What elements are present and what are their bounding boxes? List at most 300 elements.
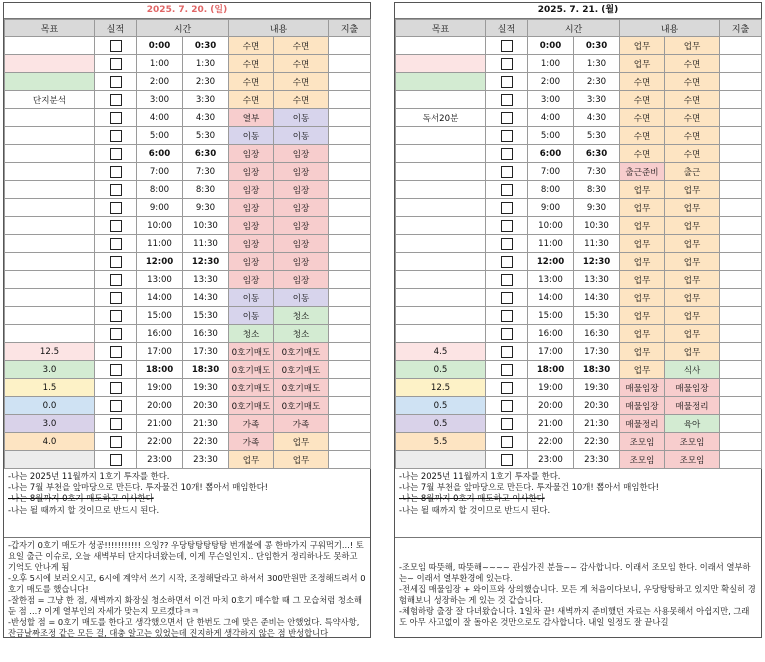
done-header: 실적 [95,20,137,37]
schedule-row [5,73,371,91]
activity-cell[interactable]: 업무 [620,307,665,325]
spend-cell[interactable] [329,271,371,289]
end-time: 5:30 [574,127,620,145]
goal-cell: 0.5 [396,397,486,415]
start-time: 7:00 [528,163,574,181]
activity-cell[interactable]: 업무 [665,271,720,289]
checkbox[interactable] [501,112,513,124]
activity-cell[interactable]: 이동 [229,289,274,307]
checkbox[interactable] [501,346,513,358]
goal-cell [5,253,95,271]
activity-cell[interactable]: 이동 [229,307,274,325]
start-time: 5:00 [137,127,183,145]
end-time: 8:30 [183,181,229,199]
start-time: 8:00 [137,181,183,199]
checkbox[interactable] [501,166,513,178]
activity-cell[interactable]: 조모임 [620,433,665,451]
activity-cell[interactable]: 0호기매도 [229,361,274,379]
spend-cell[interactable] [329,235,371,253]
spend-cell[interactable] [329,127,371,145]
checkbox[interactable] [110,292,122,304]
spend-cell[interactable] [329,199,371,217]
spend-cell[interactable] [720,73,762,91]
spend-cell[interactable] [329,289,371,307]
spend-cell[interactable] [329,253,371,271]
checkbox[interactable] [501,58,513,70]
checkbox[interactable] [110,94,122,106]
activity-cell[interactable]: 이동 [274,289,329,307]
done-cell [486,451,528,469]
done-cell [95,217,137,235]
activity-cell[interactable]: 수면 [229,55,274,73]
end-time: 17:30 [183,343,229,361]
done-cell [486,307,528,325]
end-time: 0:30 [183,37,229,55]
spend-cell[interactable] [720,271,762,289]
checkbox[interactable] [110,274,122,286]
activity-cell[interactable]: 수면 [274,91,329,109]
schedule-row [5,145,371,163]
spend-cell[interactable] [720,109,762,127]
schedule-row [396,55,762,73]
goal-cell [5,271,95,289]
schedule-row [5,199,371,217]
activity-cell[interactable]: 수면 [620,145,665,163]
end-time: 9:30 [183,199,229,217]
checkbox[interactable] [110,40,122,52]
schedule-row [5,55,371,73]
activity-cell[interactable]: 업무 [665,37,720,55]
end-time: 13:30 [183,271,229,289]
activity-cell[interactable]: 조모임 [665,433,720,451]
goal-cell [396,163,486,181]
activity-cell[interactable]: 수면 [665,145,720,163]
spend-cell[interactable] [329,343,371,361]
checkbox[interactable] [110,58,122,70]
spend-cell[interactable] [720,163,762,181]
checkbox[interactable] [501,148,513,160]
end-time: 18:30 [574,361,620,379]
activity-cell[interactable]: 임장 [229,253,274,271]
start-time: 11:00 [528,235,574,253]
goal-header: 목표 [5,20,95,37]
goal-cell: 1.5 [5,379,95,397]
end-time: 15:30 [574,307,620,325]
checkbox[interactable] [110,328,122,340]
checkbox[interactable] [110,220,122,232]
spend-cell[interactable] [720,235,762,253]
checkbox[interactable] [501,202,513,214]
checkbox[interactable] [110,454,122,466]
activity-cell[interactable]: 수면 [274,73,329,91]
goal-cell: 단지분석 [5,91,95,109]
goal-cell: 0.5 [396,361,486,379]
activity-cell[interactable]: 0호기매도 [229,397,274,415]
activity-cell[interactable]: 업무 [665,181,720,199]
activity-cell[interactable]: 임장 [229,163,274,181]
spend-cell[interactable] [720,145,762,163]
activity-cell[interactable]: 청소 [229,325,274,343]
start-time: 10:00 [528,217,574,235]
activity-cell[interactable]: 수면 [620,109,665,127]
activity-cell[interactable]: 수면 [274,55,329,73]
end-time: 23:30 [574,451,620,469]
activity-cell[interactable]: 임장 [274,163,329,181]
checkbox[interactable] [501,400,513,412]
schedule-row [5,451,371,469]
checkbox[interactable] [501,238,513,250]
spend-cell[interactable] [329,361,371,379]
activity-cell[interactable]: 업무 [620,217,665,235]
activity-cell[interactable]: 육아 [665,415,720,433]
done-cell [486,379,528,397]
goal-cell [396,181,486,199]
activity-cell[interactable]: 업무 [620,271,665,289]
activity-cell[interactable]: 청소 [274,307,329,325]
activity-cell[interactable]: 수면 [665,55,720,73]
activity-cell[interactable]: 업무 [665,199,720,217]
end-time: 14:30 [574,289,620,307]
end-time: 10:30 [183,217,229,235]
spend-cell[interactable] [720,379,762,397]
checkbox[interactable] [110,346,122,358]
spend-cell[interactable] [720,307,762,325]
spend-cell[interactable] [720,37,762,55]
spend-cell[interactable] [329,217,371,235]
activity-cell[interactable]: 업무 [620,235,665,253]
activity-cell[interactable]: 수면 [620,91,665,109]
activity-cell[interactable]: 0호기매도 [229,379,274,397]
checkbox[interactable] [110,418,122,430]
activity-cell[interactable]: 조모임 [620,451,665,469]
activity-cell[interactable]: 출근 [665,163,720,181]
spend-cell[interactable] [329,451,371,469]
activity-cell[interactable]: 업무 [665,343,720,361]
start-time: 17:00 [528,343,574,361]
activity-cell[interactable]: 매물정리 [620,415,665,433]
content-header: 내용 [229,20,329,37]
goal-cell [396,271,486,289]
activity-cell[interactable]: 0호기매도 [274,379,329,397]
goal-cell [5,307,95,325]
activity-cell[interactable]: 업무 [665,289,720,307]
spend-cell[interactable] [720,217,762,235]
checkbox[interactable] [501,256,513,268]
activity-cell[interactable]: 업무 [665,325,720,343]
activity-cell[interactable]: 0호기매도 [229,343,274,361]
spend-cell[interactable] [720,415,762,433]
checkbox[interactable] [110,148,122,160]
done-cell [95,73,137,91]
activity-cell[interactable]: 업무 [274,433,329,451]
spend-cell[interactable] [720,451,762,469]
checkbox[interactable] [501,418,513,430]
affirmation-line: -나는 8월까지 0호기 매도하고 이사한다 [8,493,154,504]
checkbox[interactable] [501,130,513,142]
activity-cell[interactable]: 임장 [274,181,329,199]
spend-cell[interactable] [329,325,371,343]
start-time: 12:00 [528,253,574,271]
checkbox[interactable] [110,238,122,250]
activity-cell[interactable]: 업무 [620,289,665,307]
activity-cell[interactable]: 0호기매도 [274,343,329,361]
schedule-row [396,433,762,451]
activity-cell[interactable]: 임장 [229,271,274,289]
spend-cell[interactable] [720,253,762,271]
activity-cell[interactable]: 임장 [274,253,329,271]
done-cell [95,253,137,271]
done-cell [95,361,137,379]
checkbox[interactable] [110,130,122,142]
activity-cell[interactable]: 청소 [274,325,329,343]
spend-cell[interactable] [329,397,371,415]
activity-cell[interactable]: 열부 [229,109,274,127]
activity-cell[interactable]: 임장 [274,235,329,253]
activity-cell[interactable]: 업무 [665,253,720,271]
spend-cell[interactable] [329,145,371,163]
daily-sheet-right [394,2,762,638]
end-time: 3:30 [183,91,229,109]
schedule-row [5,217,371,235]
spend-cell[interactable] [720,397,762,415]
goal-cell [5,37,95,55]
spend-cell[interactable] [329,307,371,325]
activity-cell[interactable]: 이동 [274,109,329,127]
spend-cell[interactable] [329,415,371,433]
goal-cell [5,289,95,307]
activity-cell[interactable]: 임장 [274,145,329,163]
checkbox[interactable] [501,94,513,106]
schedule-row [5,361,371,379]
activity-cell[interactable]: 수면 [229,91,274,109]
start-time: 15:00 [528,307,574,325]
start-time: 16:00 [528,325,574,343]
start-time: 21:00 [528,415,574,433]
activity-cell[interactable]: 수면 [229,37,274,55]
goal-cell [5,127,95,145]
content-header: 내용 [620,20,720,37]
start-time: 19:00 [528,379,574,397]
goal-cell [396,73,486,91]
activity-cell[interactable]: 업무 [620,37,665,55]
activity-cell[interactable]: 업무 [620,55,665,73]
activity-cell[interactable]: 수면 [665,109,720,127]
schedule-row [5,109,371,127]
spend-cell[interactable] [720,55,762,73]
spend-cell[interactable] [720,127,762,145]
done-cell [95,451,137,469]
done-cell [486,235,528,253]
checkbox[interactable] [501,328,513,340]
end-time: 7:30 [574,163,620,181]
activity-cell[interactable]: 이동 [229,127,274,145]
spend-cell[interactable] [720,289,762,307]
end-time: 20:30 [183,397,229,415]
activity-cell[interactable]: 수면 [665,91,720,109]
affirmation-line: -나는 7월 부천을 앞마당으로 만든다. 투자물건 10개! 뽑아서 매임한다! [399,482,660,493]
activity-cell[interactable]: 매물임장 [665,379,720,397]
activity-cell[interactable]: 식사 [665,361,720,379]
end-time: 1:30 [183,55,229,73]
goal-cell [396,55,486,73]
activity-cell[interactable]: 가족 [229,433,274,451]
start-time: 15:00 [137,307,183,325]
start-time: 22:00 [137,433,183,451]
activity-cell[interactable]: 수면 [620,127,665,145]
start-time: 20:00 [528,397,574,415]
activity-cell[interactable]: 매물임장 [620,379,665,397]
schedule-row [5,253,371,271]
activity-cell[interactable]: 0호기매도 [274,361,329,379]
activity-cell[interactable]: 가족 [229,415,274,433]
goal-cell [396,307,486,325]
activity-cell[interactable]: 수면 [665,73,720,91]
schedule-rows [5,37,371,469]
spend-cell[interactable] [720,181,762,199]
end-time: 2:30 [574,73,620,91]
checkbox[interactable] [501,220,513,232]
checkbox[interactable] [110,166,122,178]
spend-cell[interactable] [329,163,371,181]
activity-cell[interactable]: 업무 [620,361,665,379]
spend-cell[interactable] [720,361,762,379]
done-cell [486,253,528,271]
goal-cell: 3.0 [5,415,95,433]
activity-cell[interactable]: 업무 [665,217,720,235]
activity-cell[interactable]: 임장 [274,271,329,289]
schedule-table [4,19,371,469]
goal-cell [5,145,95,163]
spend-cell[interactable] [720,199,762,217]
spend-cell[interactable] [720,343,762,361]
checkbox[interactable] [501,310,513,322]
time-header: 시간 [137,20,229,37]
spend-cell[interactable] [329,73,371,91]
activity-cell[interactable]: 수면 [665,127,720,145]
activity-cell[interactable]: 업무 [274,451,329,469]
activity-cell[interactable]: 이동 [274,127,329,145]
checkbox[interactable] [110,382,122,394]
checkbox[interactable] [501,184,513,196]
activity-cell[interactable]: 업무 [665,235,720,253]
checkbox[interactable] [110,364,122,376]
done-cell [95,343,137,361]
spend-cell[interactable] [329,181,371,199]
goal-cell [5,235,95,253]
schedule-row [5,163,371,181]
activity-cell[interactable]: 업무 [620,181,665,199]
spend-cell[interactable] [329,55,371,73]
goal-cell: 12.5 [396,379,486,397]
checkbox[interactable] [110,112,122,124]
end-time: 9:30 [574,199,620,217]
activity-cell[interactable]: 업무 [620,253,665,271]
start-time: 18:00 [528,361,574,379]
schedule-row [396,361,762,379]
spend-cell[interactable] [720,325,762,343]
spend-cell[interactable] [329,109,371,127]
done-cell [95,55,137,73]
checkbox[interactable] [501,436,513,448]
checkbox[interactable] [110,256,122,268]
checkbox[interactable] [110,436,122,448]
activity-cell[interactable]: 조모임 [665,451,720,469]
checkbox[interactable] [110,400,122,412]
checkbox[interactable] [501,364,513,376]
start-time: 13:00 [137,271,183,289]
goal-cell: 12.5 [5,343,95,361]
activity-cell[interactable]: 출근준비 [620,163,665,181]
goal-cell: 4.0 [5,433,95,451]
activity-cell[interactable]: 임장 [229,235,274,253]
activity-cell[interactable]: 업무 [229,451,274,469]
end-time: 19:30 [183,379,229,397]
spend-cell[interactable] [329,379,371,397]
activity-cell[interactable]: 업무 [620,325,665,343]
start-time: 1:00 [137,55,183,73]
activity-cell[interactable]: 임장 [274,217,329,235]
activity-cell[interactable]: 업무 [665,307,720,325]
spend-cell[interactable] [329,91,371,109]
end-time: 11:30 [183,235,229,253]
checkbox[interactable] [501,454,513,466]
activity-cell[interactable]: 매물임장 [620,397,665,415]
activity-cell[interactable]: 업무 [620,343,665,361]
spend-cell[interactable] [329,433,371,451]
checkbox[interactable] [501,382,513,394]
checkbox[interactable] [110,310,122,322]
spend-cell[interactable] [329,37,371,55]
start-time: 1:00 [528,55,574,73]
spend-cell[interactable] [720,433,762,451]
activity-cell[interactable]: 수면 [620,73,665,91]
activity-cell[interactable]: 매물정리 [665,397,720,415]
activity-cell[interactable]: 가족 [274,415,329,433]
schedule-row [396,145,762,163]
activity-cell[interactable]: 업무 [620,199,665,217]
done-cell [95,397,137,415]
checkbox[interactable] [501,274,513,286]
spend-cell[interactable] [720,91,762,109]
activity-cell[interactable]: 임장 [274,199,329,217]
activity-cell[interactable]: 임장 [229,181,274,199]
end-time: 12:30 [574,253,620,271]
done-cell [486,415,528,433]
schedule-row [5,397,371,415]
checkbox[interactable] [501,76,513,88]
goal-cell [396,253,486,271]
schedule-row [396,415,762,433]
done-cell [95,235,137,253]
activity-cell[interactable]: 임장 [229,217,274,235]
checkbox[interactable] [110,202,122,214]
start-time: 19:00 [137,379,183,397]
end-time: 15:30 [183,307,229,325]
activity-cell[interactable]: 임장 [229,199,274,217]
checkbox[interactable] [110,76,122,88]
end-time: 0:30 [574,37,620,55]
checkbox[interactable] [110,184,122,196]
activity-cell[interactable]: 수면 [274,37,329,55]
goal-cell [396,451,486,469]
activity-cell[interactable]: 수면 [229,73,274,91]
activity-cell[interactable]: 0호기매도 [274,397,329,415]
checkbox[interactable] [501,292,513,304]
checkbox[interactable] [501,40,513,52]
activity-cell[interactable]: 임장 [229,145,274,163]
affirmation-line: -나는 7월 부천을 앞마당으로 만든다. 투자물건 10개! 뽑아서 매임한다! [8,482,269,493]
goal-cell [396,217,486,235]
